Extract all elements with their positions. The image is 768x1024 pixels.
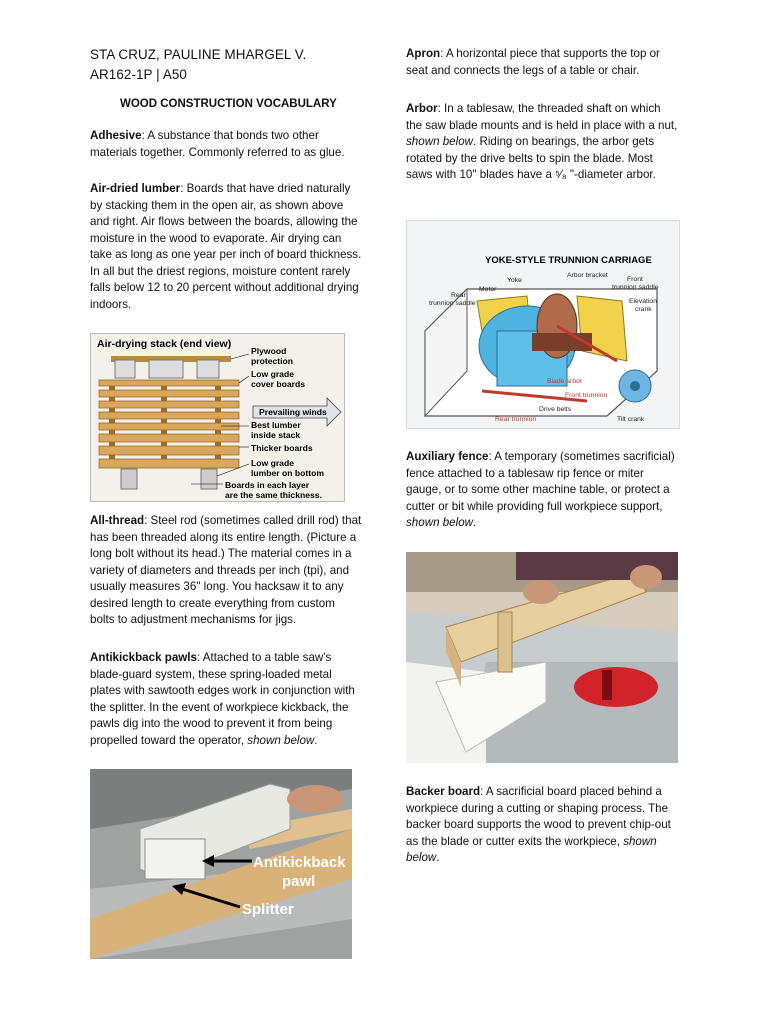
term: Adhesive	[90, 129, 142, 142]
air-drying-stack-figure	[90, 333, 345, 502]
definition: : A horizontal piece that supports the top or seat and connects the legs of a table or chair.	[406, 47, 660, 77]
definition: : A sacrificial board placed behind a workpiece during a cutting or shaping process. The backer board supports the wood to prevent chip-out as the blade or cutter exits the workpiece,	[406, 785, 671, 848]
term: All-thread	[90, 514, 145, 527]
definition: : A temporary (sometimes sacrificial) fence attached to a tablesaw rip fence or miter gauge, or to some other machine table, or protect a cutter or bit while providing full workpiece support,	[406, 450, 675, 513]
definition: : In a tablesaw, the threaded shaft on which the saw blade mounts and is held in place with a nut,	[406, 102, 678, 132]
document-title: WOOD CONSTRUCTION VOCABULARY	[120, 98, 337, 110]
label: are the same thickness.	[225, 490, 322, 500]
label: Splitter	[242, 901, 294, 918]
figure-title: Air-drying stack (end view)	[97, 338, 232, 350]
label: Antikickback	[253, 854, 346, 871]
course-section: AR162-1P | A50	[90, 67, 187, 82]
entry-all-thread	[90, 513, 362, 629]
label: Front	[627, 276, 643, 283]
label: Motor	[479, 286, 497, 293]
label: Yoke	[507, 277, 522, 284]
definition: : Attached to a table saw's blade-guard system, these spring-loaded metal plates with sawtooth edges work in conjunction with the splitter. In the event of workpiece kickback, the pawls dig into the wood to prevent it from being propelled toward the operator,	[90, 651, 355, 747]
entry-antikickback-pawls	[90, 650, 362, 749]
term: Antikickback pawls	[90, 651, 197, 664]
label: Low grade	[251, 369, 294, 379]
term: Apron	[406, 47, 441, 60]
auxiliary-fence-photo	[406, 552, 678, 763]
label: protection	[251, 356, 294, 366]
label: Plywood	[251, 346, 287, 356]
entry-backer-board	[406, 784, 678, 867]
entry-adhesive	[90, 128, 362, 161]
label: Tilt crank	[617, 416, 645, 423]
label: Boards in each layer	[225, 480, 310, 490]
trunnion-carriage-figure	[406, 220, 680, 429]
label: trunnion saddle	[429, 300, 476, 307]
label: inside stack	[251, 430, 301, 440]
label: Rear trunnion	[495, 416, 537, 423]
shown-below: shown below	[247, 733, 315, 747]
term: Arbor	[406, 102, 438, 115]
label: Front trunnion	[565, 392, 608, 399]
definition: : A substance that bonds two other materials together. Commonly referred to as glue.	[90, 129, 345, 159]
label: cover boards	[251, 379, 305, 389]
label: Prevailing winds	[259, 407, 327, 417]
antikickback-photo	[90, 769, 352, 959]
entry-auxiliary-fence	[406, 449, 678, 532]
shown-below: shown below	[406, 834, 657, 864]
definition: : Steel rod (sometimes called drill rod) that has been threaded along its entire length. (Picture a long bolt without its head.) The material comes in a variety of diameters and threads per inch (tpi), and usually measures 36" long. You hacksaw it to any desired length to create everything from custom bolts to adjustment mechanisms for jigs.	[90, 514, 362, 626]
definition: : Boards that have dried naturally by stacking them in the open air, as shown above and right. Air flows between the boards, allowing the moisture in the wood to evaporate. Air drying can take as long as one year per inch of board thickness. In all but the driest regions, moisture content rarely falls below 12 to 20 percent without additional drying indoors.	[90, 182, 362, 311]
entry-air-dried-lumber	[90, 181, 362, 313]
label: Drive belts	[539, 406, 572, 413]
definition-cont: . Riding on bearings, the arbor gets rotated by the drive belts to spin the blade. Most saws with 10" blades have a ⁵⁄₈ "-diameter arbor.	[406, 135, 656, 181]
term: Backer board	[406, 785, 481, 798]
label: trunnion saddle	[612, 284, 659, 291]
label: crank	[635, 306, 652, 313]
figure-title: YOKE-STYLE TRUNNION CARRIAGE	[485, 255, 652, 266]
label: lumber on bottom	[251, 468, 325, 478]
label: Thicker boards	[251, 443, 313, 453]
period: .	[314, 733, 318, 747]
period: .	[473, 516, 477, 529]
term: Auxiliary fence	[406, 450, 489, 463]
label: pawl	[282, 873, 316, 890]
shown-below: shown below	[406, 516, 474, 529]
period: .	[436, 851, 440, 864]
entry-apron	[406, 46, 678, 79]
term: Air-dried lumber	[90, 182, 181, 195]
label: Elevation	[629, 298, 657, 305]
label: Low grade	[251, 458, 294, 468]
author-name: STA CRUZ, PAULINE MHARGEL V.	[90, 47, 307, 62]
entry-arbor	[406, 101, 678, 184]
label: Best lumber	[251, 420, 301, 430]
label: Rear	[451, 292, 466, 299]
shown-below: shown below	[406, 135, 474, 148]
label: Blade arbor	[547, 378, 583, 385]
label: Arbor bracket	[567, 272, 608, 279]
